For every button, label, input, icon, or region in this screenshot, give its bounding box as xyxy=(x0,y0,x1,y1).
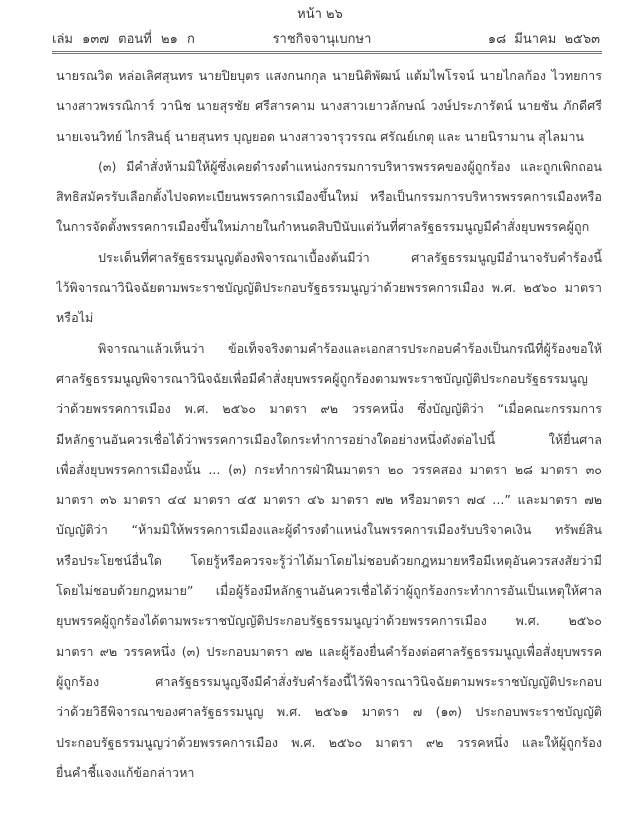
text-line: เพื่อสั่งยุบพรรคการเมืองนั้น ... (๓) กระทำการฝ่าฝืนมาตรา ๒๐ วรรคสอง มาตรา ๒๘ มาตรา ๓๐ xyxy=(56,461,602,477)
text-line: ไว้พิจารณาวินิจฉัยตามพระราชบัญญัติประกอบรัฐธรรมนูญว่าด้วยพรรคการเมือง พ.ศ. ๒๕๖๐ มาตรา xyxy=(56,280,602,296)
gazette-header xyxy=(52,28,600,48)
text-line: ประเด็นที่ศาลรัฐธรรมนูญต้องพิจารณาเบื้องต้นมีว่า ศาลรัฐธรรมนูญมีอำนาจรับคำร้องนี้ xyxy=(98,249,602,265)
document-body xyxy=(56,63,602,790)
text-line: นายรณวิต หล่อเลิศสุนทร นายปิยบุตร แสงกนกกุล นายนิติพัฒน์ แต้มไพโรจน์ นายไกลก้อง ไวทยการ xyxy=(56,68,602,83)
text-line: ผู้ถูกร้อง ศาลรัฐธรรมนูญจึงมีคำสั่งรับคำร้องนี้ไว้พิจารณาวินิจฉัยตามพระราชบัญญัติประกอบ xyxy=(56,673,602,689)
text-line: ยื่นคำชี้แจงแก้ข้อกล่าวหา xyxy=(56,764,195,780)
text-line: ว่าด้วยพรรคการเมือง พ.ศ. ๒๕๖๐ มาตรา ๙๒ วรรคหนึ่ง ซึ่งบัญญัติว่า “เมื่อคณะกรรมการ xyxy=(56,401,602,417)
text-line: ยุบพรรคผู้ถูกร้องได้ตามพระราชบัญญัติประกอบรัฐธรรมนูญว่าด้วยพรรคการเมือง พ.ศ. ๒๕๖๐ xyxy=(56,613,602,629)
text-line: โดยไม่ชอบด้วยกฎหมาย” เมื่อผู้ร้องมีหลักฐานอันควรเชื่อได้ว่าผู้ถูกร้องกระทำการอันเป็นเหตุให้ศาล xyxy=(56,583,602,599)
text-line: มาตรา ๙๒ วรรคหนึ่ง (๓) ประกอบมาตรา ๗๒ และผู้ร้องยื่นคำร้องต่อศาลรัฐธรรมนูญเพื่อสั่งยุบพรรค xyxy=(56,643,602,659)
publication-title: ราชกิจจานุเบกษา xyxy=(272,32,372,47)
text-line: ว่าด้วยวิธีพิจารณาของศาลรัฐธรรมนูญ พ.ศ. ๒๕๖๑ มาตรา ๗ (๑๓) ประกอบพระราชบัญญัติ xyxy=(56,704,602,720)
publication-date: ๑๘ มีนาคม ๒๕๖๓ xyxy=(487,32,600,47)
text-line: มาตรา ๓๖ มาตรา ๔๔ มาตรา ๔๕ มาตรา ๔๖ มาตรา ๗๒ หรือมาตรา ๗๔ ...” และมาตรา ๗๒ xyxy=(56,492,602,508)
page-number: หน้า ๒๖ xyxy=(297,7,343,22)
text-line: ประกอบรัฐธรรมนูญว่าด้วยพรรคการเมือง พ.ศ. ๒๕๖๐ มาตรา ๙๒ วรรคหนึ่ง และให้ผู้ถูกร้อง xyxy=(56,734,602,750)
text-line: นางสาวพรรณิการ์ วานิช นายสุรชัย ศรีสารคาม นางสาวเยาวลักษณ์ วงษ์ประภารัตน์ นายชัน ภักดีศรี xyxy=(56,98,602,114)
text-line: สิทธิสมัครรับเลือกตั้งไปจดทะเบียนพรรคการเมืองขึ้นใหม่ หรือเป็นกรรมการบริหารพรรคการเมืองหรือ xyxy=(56,189,602,205)
text-line: หรือไม่ xyxy=(56,310,94,326)
text-line: ในการจัดตั้งพรรคการเมืองขึ้นใหม่ภายในกำหนดสิบปีนับแต่วันที่ศาลรัฐธรรมนูญมีคำสั่งยุบพรรคผู้ถูก xyxy=(56,219,590,235)
text-line: นายเจนวิทย์ ไกรสินธุ์ นายสุนทร บุญยอด นางสาวจารุวรรณ ศรัณย์เกตุ และ นายนิรามาน สุไลมาน xyxy=(56,128,584,144)
header-divider xyxy=(52,51,602,54)
text-line: มีหลักฐานอันควรเชื่อได้ว่าพรรคการเมืองใดกระทำการอย่างใดอย่างหนึ่งดังต่อไปนี้ ให้ยื่นศาล xyxy=(56,431,602,447)
text-line: หรือประโยชน์อื่นใด โดยรู้หรือควรจะรู้ว่าได้มาโดยไม่ชอบด้วยกฎหมายหรือมีเหตุอันควรสงสัยว่ามี xyxy=(56,552,602,568)
text-line: ศาลรัฐธรรมนูญพิจารณาวินิจฉัยเพื่อมีคำสั่งยุบพรรคผู้ถูกร้องตามพระราชบัญญัติประกอบรัฐธรรมนูญ xyxy=(56,370,588,386)
text-line: (๓) มีคำสั่งห้ามมิให้ผู้ซึ่งเคยดำรงตำแหน่งกรรมการบริหารพรรคของผู้ถูกร้อง และถูกเพิกถอน xyxy=(98,158,602,174)
text-line: บัญญัติว่า “ห้ามมิให้พรรคการเมืองและผู้ดำรงตำแหน่งในพรรคการเมืองรับบริจาคเงิน ทรัพย์สิน xyxy=(56,522,602,538)
volume-issue: เล่ม ๑๓๗ ตอนที่ ๒๑ ก xyxy=(52,32,195,47)
text-line: พิจารณาแล้วเห็นว่า ข้อเท็จจริงตามคำร้องและเอกสารประกอบคำร้องเป็นกรณีที่ผู้ร้องขอให้ xyxy=(98,340,602,356)
